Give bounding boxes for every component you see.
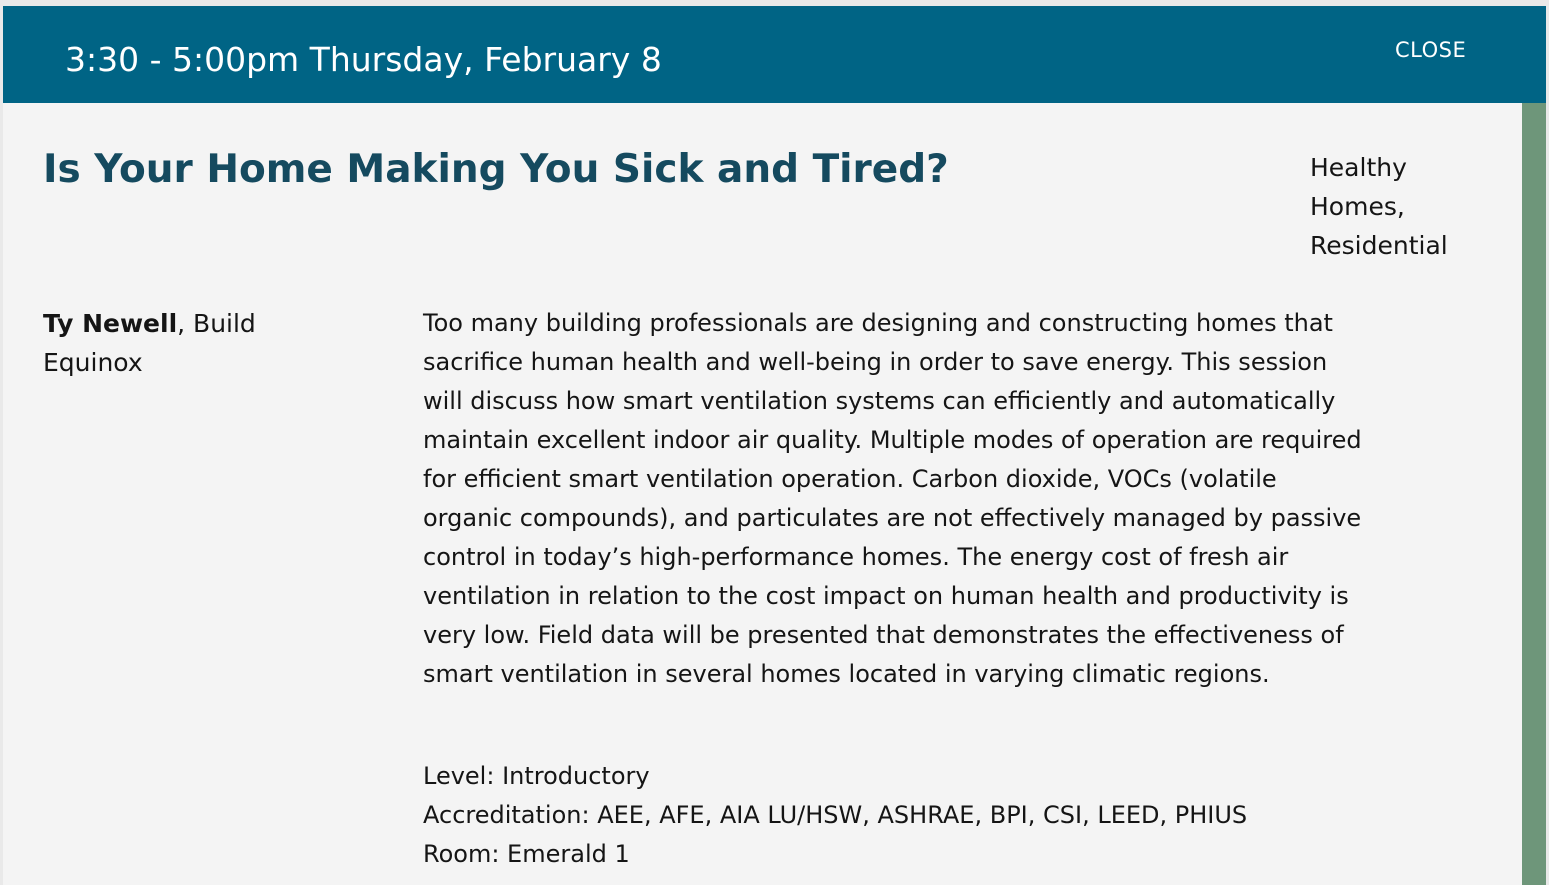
session-accreditation: Accreditation: AEE, AFE, AIA LU/HSW, ASHRAE, BPI, CSI, LEED, PHIUS (423, 801, 1248, 829)
speaker-affiliation: , Build Equinox (43, 309, 256, 377)
close-button[interactable]: CLOSE (1395, 38, 1467, 62)
session-modal (3, 6, 1546, 885)
session-description: Too many building professionals are designing and constructing homes that sacrifice human health and well-being in order to save energy. This session will discuss how smart ventilation systems can efficiently and automatically maintain excellent indoor air quality. Multiple modes of operation are required for efficient smart ventilation operation. Carbon dioxide, VOCs (volatile organic compounds), and particulates are not effectively managed by passive control in today’s high-performance homes. The energy cost of fresh air ventilation in relation to the cost impact on human health and productivity is very low. Field data will be presented that demonstrates the effectiveness of smart ventilation in several homes located in varying climatic regions. (423, 309, 1362, 688)
session-datetime: 3:30 - 5:00pm Thursday, February 8 (65, 40, 662, 79)
speaker-name: Ty Newell (43, 309, 178, 338)
scrollbar[interactable] (1522, 103, 1546, 885)
speaker-info (43, 304, 343, 382)
session-title: Is Your Home Making You Sick and Tired? (43, 147, 949, 192)
session-level: Level: Introductory (423, 762, 650, 790)
session-details (423, 757, 1423, 874)
modal-header (3, 6, 1546, 103)
session-tags: Healthy Homes, Residential (1310, 153, 1448, 260)
session-room: Room: Emerald 1 (423, 840, 630, 868)
